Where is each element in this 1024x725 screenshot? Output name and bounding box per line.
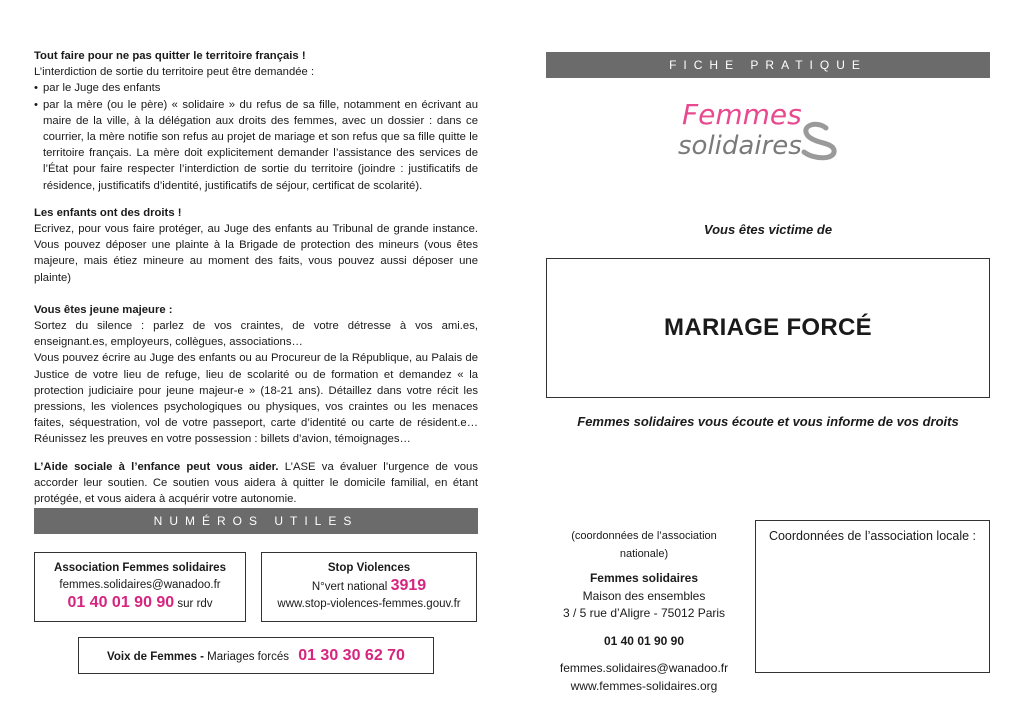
box-phone-line	[35, 594, 245, 613]
tagline: Femmes solidaires vous écoute et vous informe de vos droits	[577, 414, 959, 429]
victime-text: Vous êtes victime de	[703, 222, 833, 237]
phone-number: 01 40 01 90 90	[67, 594, 175, 611]
logo-word-1: Femmes	[682, 98, 802, 131]
section-title: Tout faire pour ne pas quitter le territoire français !	[34, 50, 306, 62]
box-femmes-solidaires	[34, 552, 246, 622]
national-email: femmes.solidaires@wanadoo.fr	[559, 661, 729, 675]
national-address-2: 3 / 5 rue d’Aligre - 75012 Paris	[562, 606, 726, 620]
section-territoire	[34, 48, 478, 194]
section-rest: L’ASE va évaluer l’urgence de vous accorder leur soutien. Ce soutien vous aidera à quitter le domicile familial, en étant protégée, et vous aidera à acquérir votre autonomie.	[34, 460, 478, 506]
section-bold: L’Aide sociale à l’enfance peut vous aider.	[34, 460, 279, 473]
fiche-pratique-bar: FICHE PRATIQUE	[546, 52, 990, 78]
local-association-box	[755, 520, 990, 673]
box-url: www.stop-violences-femmes.gouv.fr	[277, 598, 461, 610]
box-title: Association Femmes solidaires	[54, 562, 226, 574]
box-label: Mariages forcés	[207, 651, 289, 663]
phone-suffix: sur rdv	[177, 598, 213, 610]
national-contact	[546, 528, 742, 695]
phone-number: 3919	[390, 577, 427, 594]
section-text: Ecrivez, pour vous faire protéger, au Juge des enfants au Tribunal de grande instance. Vous pouvez déposer une plainte à la Brigade de protection des mineurs (vous êtes majeure, mais étiez mineure au moment des faits, vous pouvez aussi déposer une plainte)	[34, 223, 478, 284]
box-email: femmes.solidaires@wanadoo.fr	[59, 579, 221, 591]
box-title: Voix de Femmes -	[107, 651, 204, 663]
box-phone-line	[262, 577, 476, 596]
section-text: Vous pouvez écrire au Juge des enfants ou au Procureur de la République, au Palais de Justice de votre lieu de refuge, lieu de scolarité ou de formation et demandez « la protection judiciaire pour jeune majeur-e » (18-21 ans). Détaillez dans votre récit les pressions, les violences psychologiques ou physiques, vos craintes ou les menaces faites, séquestration, vol de votre passeport, carte d’identité ou carte de résident.e… Réunissez les preuves en votre possession : billets d’avion, témoignages…	[34, 352, 478, 446]
logo-word-2: solidaires	[678, 131, 802, 161]
phone-number: 01 30 30 62 70	[298, 647, 405, 664]
list-item: • par le Juge des enfants	[34, 80, 478, 96]
box-title: Stop Violences	[327, 562, 411, 574]
list-item: • par la mère (ou le père) « solidaire » du refus de sa fille, notamment en écrivant au maire de la ville, à la délégation aux droits des femmes, avec un dossier : dans ce courrier, la mère notifie son refus au projet de mariage et son refus que sa fille quitte le territoire français. La mère doit explicitement demander l’assistance des services de l’État pour faire respecter l’interdiction de sortie du territoire (joindre : justificatifs de résidence, justificatifs d’identité, justificatifs de séjour, certificat de scolarité).	[34, 97, 478, 194]
numeros-utiles-bar: NUMÉROS UTILES	[34, 508, 478, 534]
left-column	[34, 48, 478, 518]
section-ase	[34, 459, 478, 508]
phone-label: N°vert national	[311, 581, 388, 593]
national-name: Femmes solidaires	[589, 571, 699, 585]
section-intro: L’interdiction de sortie du territoire peut être demandée :	[34, 66, 315, 79]
national-address-1: Maison des ensembles	[582, 588, 706, 603]
national-phone: 01 40 01 90 90	[603, 633, 685, 648]
national-caption: (coordonnées de l’association nationale)	[571, 530, 717, 560]
local-label: Coordonnées de l’association locale :	[768, 529, 977, 543]
section-text	[34, 459, 478, 508]
femmes-solidaires-logo	[676, 94, 866, 164]
page-title: MARIAGE FORCÉ	[664, 314, 872, 341]
section-title: Vous êtes jeune majeure :	[34, 303, 173, 316]
box-stop-violences	[261, 552, 477, 622]
bullet-list	[34, 80, 478, 193]
national-web: www.femmes-solidaires.org	[570, 678, 718, 693]
logo-s-shape	[804, 124, 834, 157]
section-text: Sortez du silence : parlez de vos craintes, de votre détresse à vos ami.es, enseignant.es, employeurs, collègues, associations…	[34, 320, 478, 349]
section-title: Les enfants ont des droits !	[34, 206, 182, 219]
title-box	[546, 258, 990, 398]
section-jeune-majeure	[34, 302, 478, 448]
section-enfants	[34, 205, 478, 286]
box-voix-de-femmes	[78, 637, 434, 674]
